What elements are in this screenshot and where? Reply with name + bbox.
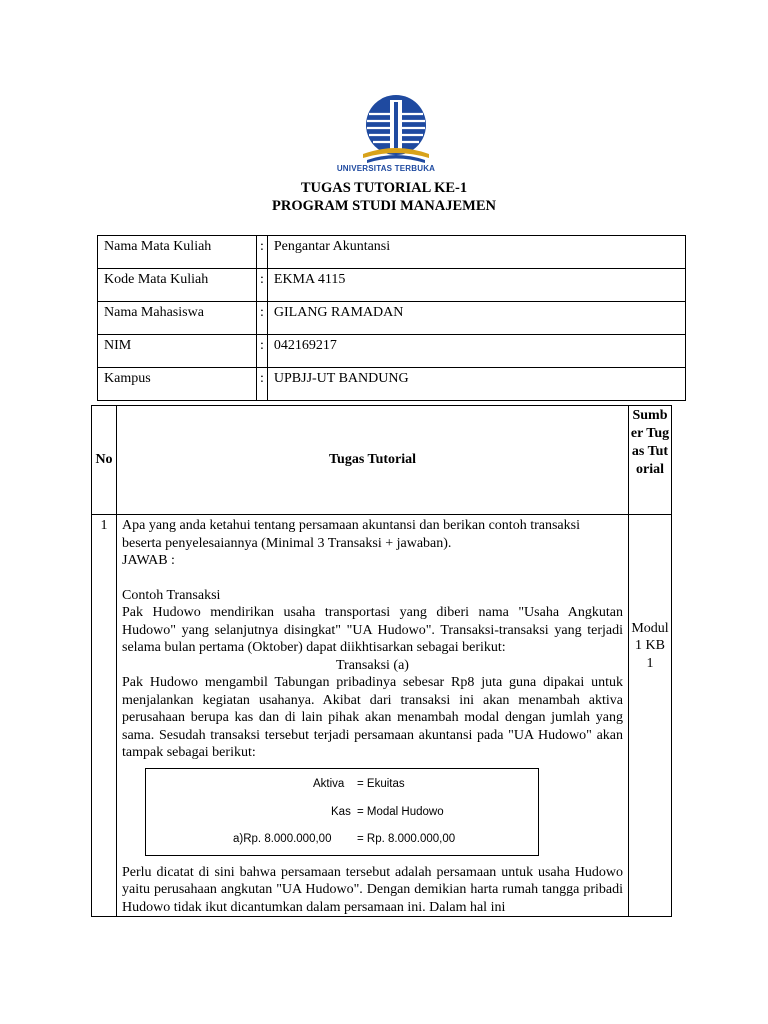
info-label: Kampus	[98, 368, 257, 401]
eq-ekuitas: = Ekuitas	[357, 777, 405, 790]
info-label: NIM	[98, 335, 257, 368]
row-number: 1	[92, 515, 117, 917]
student-info-table	[97, 235, 686, 401]
info-value: 042169217	[267, 335, 685, 368]
info-value: GILANG RAMADAN	[267, 302, 685, 335]
info-separator: :	[257, 269, 268, 302]
eq-value-right: = Rp. 8.000.000,00	[357, 832, 456, 845]
info-separator: :	[257, 335, 268, 368]
eq-kas: Kas	[331, 805, 351, 818]
info-label: Kode Mata Kuliah	[98, 269, 257, 302]
transaction-a-heading: Transaksi (a)	[336, 657, 409, 673]
info-separator: :	[257, 368, 268, 401]
info-row	[98, 269, 686, 302]
paragraph-3: Perlu dicatat di sini bahwa persamaan tersebut adalah persamaan untuk usaha Hudowo yaitu perusahaan angkutan "UA Hudowo". Dengan demikian harta rumah tangga pribadi Hudowo tidak ikut dicantumkan dalam persamaan ini. Dalam hal ini	[122, 864, 623, 915]
source-module: Modul 1 KB 1	[629, 515, 672, 917]
info-row	[98, 368, 686, 401]
info-value: UPBJJ-UT BANDUNG	[267, 368, 685, 401]
task-content	[117, 515, 629, 917]
eq-aktiva: Aktiva	[313, 777, 345, 790]
paragraph-1: Pak Hudowo mendirikan usaha transportasi yang diberi nama "Usaha Angkutan Hudowo" yang selanjutnya disingkat" "UA Hudowo". Transaksi-transaksi yang terjadi selama bulan pertama (Oktober) dapat diikhtisarkan sebagai berikut:	[122, 605, 623, 655]
header-source: Sumber Tugas Tutorial	[629, 406, 672, 515]
info-value: EKMA 4115	[267, 269, 685, 302]
eq-modal: = Modal Hudowo	[357, 805, 444, 818]
program-title: PROGRAM STUDI MANAJEMEN	[272, 198, 496, 214]
table-row	[92, 515, 672, 917]
paragraph-2: Pak Hudowo mengambil Tabungan pribadinya sebesar Rp8 juta guna dipakai untuk menjalankan kegiatan usahanya. Akibat dari transaksi ini akan menambah aktiva perusahaan berupa kas dan di lain pihak akan menambah modal dengan jumlah yang sama. Sesudah transaksi tersebut terjadi persamaan akuntansi pada "UA Hudowo" akan tampak sebagai berikut:	[122, 675, 623, 760]
info-row	[98, 335, 686, 368]
university-name: UNIVERSITAS TERBUKA	[336, 164, 436, 173]
example-title: Contoh Transaksi	[122, 587, 221, 603]
info-separator: :	[257, 236, 268, 269]
info-value: Pengantar Akuntansi	[267, 236, 685, 269]
info-label: Nama Mata Kuliah	[98, 236, 257, 269]
question-text: Apa yang anda ketahui tentang persamaan akuntansi dan berikan contoh transaksi beserta penyelesaiannya (Minimal 3 Transaksi + jawaban).	[122, 518, 580, 551]
info-row	[98, 302, 686, 335]
accounting-equation-box	[145, 768, 539, 856]
tutorial-task-table	[91, 405, 672, 917]
info-label: Nama Mahasiswa	[98, 302, 257, 335]
eq-value-left: a)Rp. 8.000.000,00	[233, 832, 332, 845]
info-separator: :	[257, 302, 268, 335]
table-header-row	[92, 406, 672, 515]
answer-label: JAWAB :	[122, 553, 175, 568]
document-title: TUGAS TUTORIAL KE-1	[300, 180, 468, 196]
header-no: No	[92, 406, 117, 515]
info-row	[98, 236, 686, 269]
header-task: Tugas Tutorial	[117, 406, 629, 515]
